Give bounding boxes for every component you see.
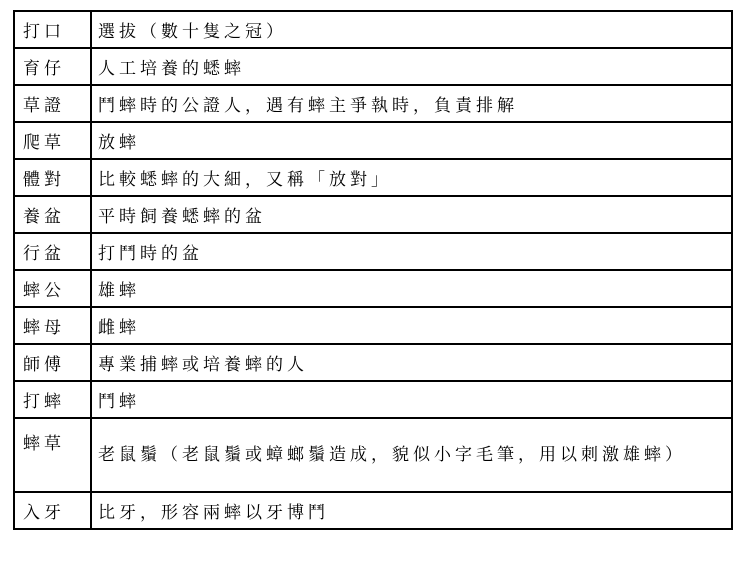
definition-cell: 鬥蟀 <box>91 381 732 418</box>
definition-cell: 雌蟀 <box>91 307 732 344</box>
definition-cell: 專業捕蟀或培養蟀的人 <box>91 344 732 381</box>
term-cell: 入牙 <box>14 492 91 529</box>
term-cell: 爬草 <box>14 122 91 159</box>
term-cell: 草證 <box>14 85 91 122</box>
definition-cell: 放蟀 <box>91 122 732 159</box>
glossary-table <box>13 10 733 530</box>
table-row <box>14 122 732 159</box>
table-row <box>14 159 732 196</box>
term-cell: 行盆 <box>14 233 91 270</box>
term-cell: 育仔 <box>14 48 91 85</box>
table-row <box>14 233 732 270</box>
table-row <box>14 270 732 307</box>
table-row <box>14 307 732 344</box>
table-row <box>14 344 732 381</box>
table-row <box>14 11 732 48</box>
term-cell: 蟀公 <box>14 270 91 307</box>
definition-cell: 老鼠鬚（老鼠鬚或蟑螂鬚造成，貌似小字毛筆，用以刺激雄蟀） <box>91 418 732 492</box>
table-row <box>14 85 732 122</box>
term-cell: 養盆 <box>14 196 91 233</box>
definition-cell: 打鬥時的盆 <box>91 233 732 270</box>
table-row <box>14 492 732 529</box>
definition-cell: 比較蟋蟀的大細，又稱「放對」 <box>91 159 732 196</box>
definition-cell: 比牙，形容兩蟀以牙博鬥 <box>91 492 732 529</box>
term-cell: 蟀草 <box>14 418 91 492</box>
definition-cell: 選拔（數十隻之冠） <box>91 11 732 48</box>
term-cell: 蟀母 <box>14 307 91 344</box>
definition-cell: 平時飼養蟋蟀的盆 <box>91 196 732 233</box>
term-cell: 打口 <box>14 11 91 48</box>
term-cell: 體對 <box>14 159 91 196</box>
table-row <box>14 196 732 233</box>
definition-cell: 鬥蟀時的公證人，遇有蟀主爭執時，負責排解 <box>91 85 732 122</box>
term-cell: 打蟀 <box>14 381 91 418</box>
definition-cell: 雄蟀 <box>91 270 732 307</box>
table-row <box>14 381 732 418</box>
table-row <box>14 48 732 85</box>
table-row <box>14 418 732 492</box>
term-cell: 師傅 <box>14 344 91 381</box>
definition-cell: 人工培養的蟋蟀 <box>91 48 732 85</box>
